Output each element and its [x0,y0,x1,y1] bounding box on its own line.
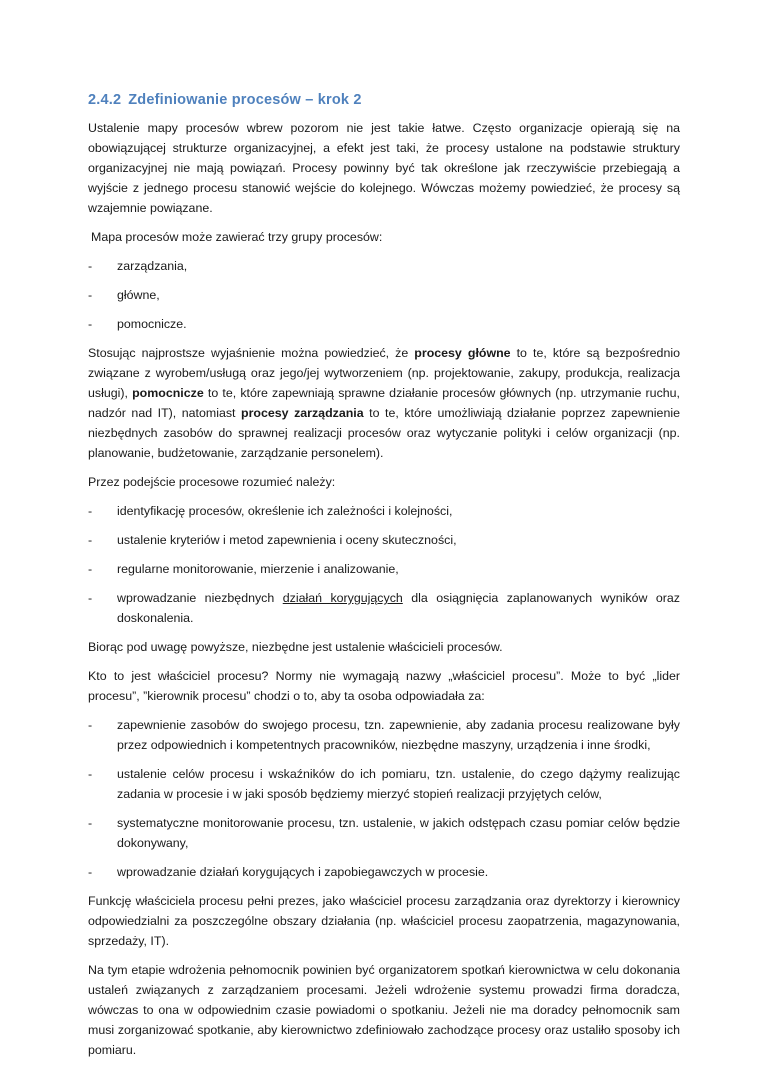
list-item: - systematyczne monitorowanie procesu, tzn. ustalenie, w jakich odstępach czasu pomiar celów będzie dokonywany, [88,816,680,850]
list-process-groups [88,256,680,334]
list-owner-duties [88,715,680,882]
list-item: - zarządzania, [88,259,188,273]
list-item: - wprowadzanie działań korygujących i zapobiegawczych w procesie. [88,865,489,879]
term-management-processes: procesy zarządzania [241,406,364,420]
list-item: - główne, [88,288,160,302]
paragraph-owner-function: Funkcję właściciela procesu pełni prezes, jako właściciel procesu zarządzania oraz dyrektorzy i kierownicy odpowiedzialni za poszczególne obszary działania (np. właściciel procesu zaopatrzenia, magazynowania, sprzedaży, IT). [88,894,680,948]
section-heading [88,92,680,108]
section-title: Zdefiniowanie procesów – krok 2 [128,92,362,108]
paragraph-implementation-stage: Na tym etapie wdrożenia pełnomocnik powinien być organizatorem spotkań kierownictwa w celu dokonania ustaleń związanych z zarządzaniem procesami. Jeżeli wdrożenie systemu prowadzi firma doradcza, wówczas to ona w odpowiednim czasie powiadomi o spotkaniu. Jeżeli nie ma doradcy pełnomocnik sam musi zorganizować spotkanie, aby kierownictwo zdefiniowało zachodzące procesy oraz ustaliło sposoby ich pomiaru. [88,963,680,1057]
list-process-approach [88,501,680,628]
paragraph-map-groups: Mapa procesów może zawierać trzy grupy procesów: [91,230,383,244]
list-item: - ustalenie celów procesu i wskaźników do ich pomiaru, tzn. ustalenie, do czego dążymy realizując zadania w procesie i w jaki sposób będziemy mierzyć stopień realizacji przyjętych celów, [88,767,680,801]
section-number: 2.4.2 [88,92,122,108]
list-item: - zapewnienie zasobów do swojego procesu, tzn. zapewnienie, aby zadania procesu realizowane były przez odpowiednich i kompetentnych pracowników, niezbędne maszyny, urządzenia i inne środki, [88,718,680,752]
term-support-processes: pomocnicze [132,386,204,400]
paragraph-owner-definition: Kto to jest właściciel procesu? Normy nie wymagają nazwy „właściciel procesu”. Może to być „lider procesu”, ”kierownik procesu” chodzi o to, aby ta osoba odpowiadała za: [88,669,680,703]
list-item: - ustalenie kryteriów i metod zapewnienia i oceny skuteczności, [88,533,457,547]
underlined-corrective-actions: działań korygujących [282,591,403,605]
paragraph-explanation: Stosując najprostsze wyjaśnienie można powiedzieć, że procesy główne to te, które są bezpośrednio związane z wyrobem/usługą oraz jego/jej wytworzeniem (np. projektowanie, zakupy, produkcja, realizacja usługi), pomocnicze to te, które zapewniają sprawne działanie procesów głównych (np. utrzymanie ruchu, nadzór nad IT), natomiast procesy zarządzania to te, które umożliwiają działanie poprzez zapewnienie niezbędnych zasobów do sprawnej realizacji procesów oraz wytyczanie polityki i celów organizacji (np. planowanie, budżetowanie, zarządzanie personelem). [88,346,680,460]
paragraph-process-approach: Przez podejście procesowe rozumieć należy: [88,475,336,489]
list-item: - regularne monitorowanie, mierzenie i analizowanie, [88,562,399,576]
term-main-processes: procesy główne [414,346,511,360]
paragraph-owners-needed: Biorąc pod uwagę powyższe, niezbędne jest ustalenie właścicieli procesów. [88,640,503,654]
list-item: - wprowadzanie niezbędnych działań korygujących dla osiągnięcia zaplanowanych wyników oraz doskonalenia. [88,591,680,625]
list-item: - identyfikację procesów, określenie ich zależności i kolejności, [88,504,453,518]
paragraph-intro: Ustalenie mapy procesów wbrew pozorom nie jest takie łatwe. Często organizacje opierają się na obowiązującej strukturze organizacyjnej, a efekt jest taki, że procesy ustalone na podstawie struktury organizacyjnej nie mają powiązań. Procesy powinny być tak określone jak rzeczywiście przebiegają a wyjście z jednego procesu stanowić wejście do kolejnego. Wówczas możemy powiedzieć, że procesy są wzajemnie powiązane. [88,121,680,215]
document-page [88,92,680,1069]
list-item: - pomocnicze. [88,317,187,331]
